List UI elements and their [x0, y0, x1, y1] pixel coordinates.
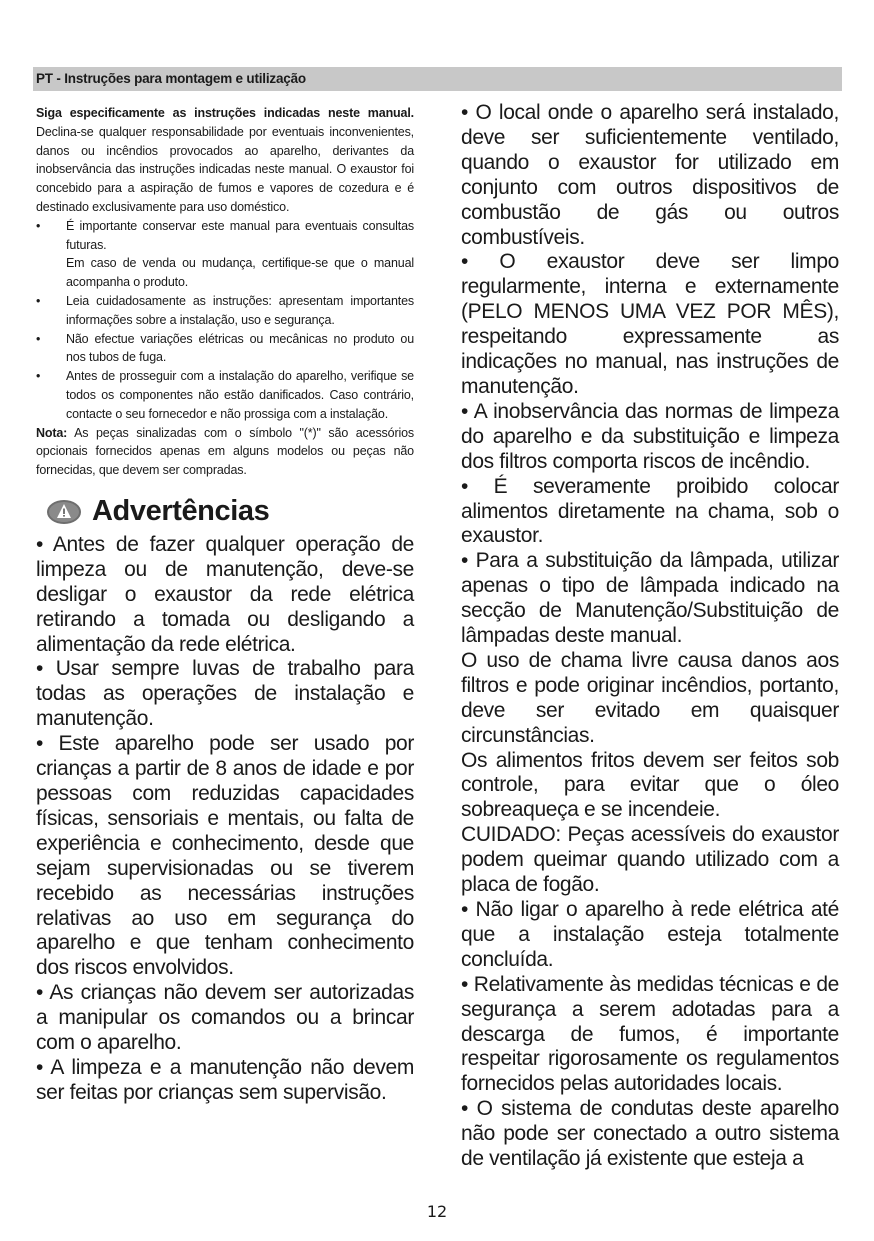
bullet-mark: • — [36, 218, 41, 233]
page-number: 12 — [426, 1202, 448, 1221]
right-column — [461, 101, 839, 1172]
note-label: Nota: — [36, 425, 68, 440]
warning-paragraph: Os alimentos fritos devem ser feitos sob controle, para evitar que o óleo sobreaqueça e se incendeie. — [461, 748, 839, 822]
intro-paragraph — [36, 104, 414, 217]
list-item-text: É importante conservar este manual para eventuais consultas futuras. — [66, 218, 414, 252]
warning-paragraph: • O sistema de condutas deste aparelho não pode ser conectado a outro sistema de ventilação já existente que esteja a — [461, 1097, 839, 1171]
warning-paragraph: • A limpeza e a manutenção não devem ser feitas por crianças sem supervisão. — [36, 1055, 414, 1104]
note-text: As peças sinalizadas com o símbolo "(*)" são acessórios opcionais fornecidos apenas em alguns modelos ou peças não fornecidas, que devem ser compradas. — [36, 425, 414, 478]
list-item-text: Antes de prosseguir com a instalação do aparelho, verifique se todos os componentes não estão danificados. Caso contrário, contacte o seu fornecedor e não prossiga com a instalação. — [66, 369, 414, 421]
intro-block — [36, 104, 414, 480]
bullet-mark: • — [36, 331, 41, 346]
warning-paragraph: • Este aparelho pode ser usado por crianças a partir de 8 anos de idade e por pessoas com reduzidas capacidades físicas, sensoriais e mentais, ou falta de experiência e conhecimento, desde que sejam supervisionadas ou se tiverem recebido as necessárias instruções relativas ao uso em segurança do aparelho e que tenham conhecimento dos riscos envolvidos. — [36, 732, 414, 980]
list-item — [36, 367, 414, 423]
list-item-text: Em caso de venda ou mudança, certifique-se que o manual acompanha o produto. — [66, 256, 414, 290]
list-item-text: Não efectue variações elétricas ou mecânicas no produto ou nos tubos de fuga. — [66, 331, 414, 365]
warnings-left-text — [36, 533, 414, 1106]
warning-paragraph: • As crianças não devem ser autorizadas a manipular os comandos ou a brincar com o aparelho. — [36, 981, 414, 1055]
warning-paragraph: • O local onde o aparelho será instalado, deve ser suficientemente ventilado, quando o exaustor for utilizado em conjunto com outros dispositivos de combustão de gás ou outros combustíveis. — [461, 101, 839, 249]
list-item — [36, 330, 414, 368]
warning-icon — [46, 499, 82, 525]
left-column — [36, 104, 414, 1106]
warning-paragraph: • Usar sempre luvas de trabalho para todas as operações de instalação e manutenção. — [36, 657, 414, 731]
warning-paragraph: • Antes de fazer qualquer operação de limpeza ou de manutenção, deve-se desligar o exaustor da rede elétrica retirando a tomada ou desligando a alimentação da rede elétrica. — [36, 532, 414, 656]
warning-paragraph: • A inobservância das normas de limpeza do aparelho e da substituição e limpeza dos filtros comporta riscos de incêndio. — [461, 399, 839, 473]
bullet-mark: • — [36, 369, 41, 384]
section-header: PT - Instruções para montagem e utilização — [33, 67, 842, 91]
note-paragraph — [36, 424, 414, 480]
warnings-heading — [36, 494, 414, 530]
instruction-list — [36, 217, 414, 424]
warning-paragraph: CUIDADO: Peças acessíveis do exaustor podem queimar quando utilizado com a placa de fogão. — [461, 823, 839, 897]
list-item-text: Leia cuidadosamente as instruções: apresentam importantes informações sobre a instalação, uso e segurança. — [66, 293, 414, 327]
intro-text: Declina-se qualquer responsabilidade por eventuais inconvenientes, danos ou incêndios provocados ao aparelho, derivantes da inobservância das instruções indicadas neste manual. O exaustor foi concebido para a aspiração de fumos e vapores de cozedura e é destinado exclusivamente para uso doméstico. — [36, 124, 414, 214]
list-item — [36, 217, 414, 292]
warning-paragraph: • É severamente proibido colocar alimentos diretamente na chama, sob o exaustor. — [461, 474, 839, 548]
warning-paragraph: O uso de chama livre causa danos aos filtros e pode originar incêndios, portanto, deve ser evitado em quaisquer circunstâncias. — [461, 648, 839, 747]
warnings-title: Advertências — [92, 495, 270, 528]
warning-paragraph: • Relativamente às medidas técnicas e de segurança a serem adotadas para a descarga de fumos, é importante respeitar rigorosamente os regulamentos fornecidos pelas autoridades locais. — [461, 972, 839, 1096]
intro-bold-lead: Siga especificamente as instruções indicadas neste manual. — [36, 106, 414, 120]
warning-paragraph: • Para a substituição da lâmpada, utilizar apenas o tipo de lâmpada indicado na secção de Manutenção/Substituição de lâmpadas deste manual. — [461, 549, 839, 648]
warning-paragraph: • O exaustor deve ser limpo regularmente, interna e externamente (PELO MENOS UMA VEZ POR MÊS), respeitando expressamente as indicações no manual, nas instruções de manutenção. — [461, 250, 839, 398]
warning-paragraph: • Não ligar o aparelho à rede elétrica até que a instalação esteja totalmente concluída. — [461, 898, 839, 971]
list-item — [36, 292, 414, 330]
bullet-mark: • — [36, 293, 41, 308]
